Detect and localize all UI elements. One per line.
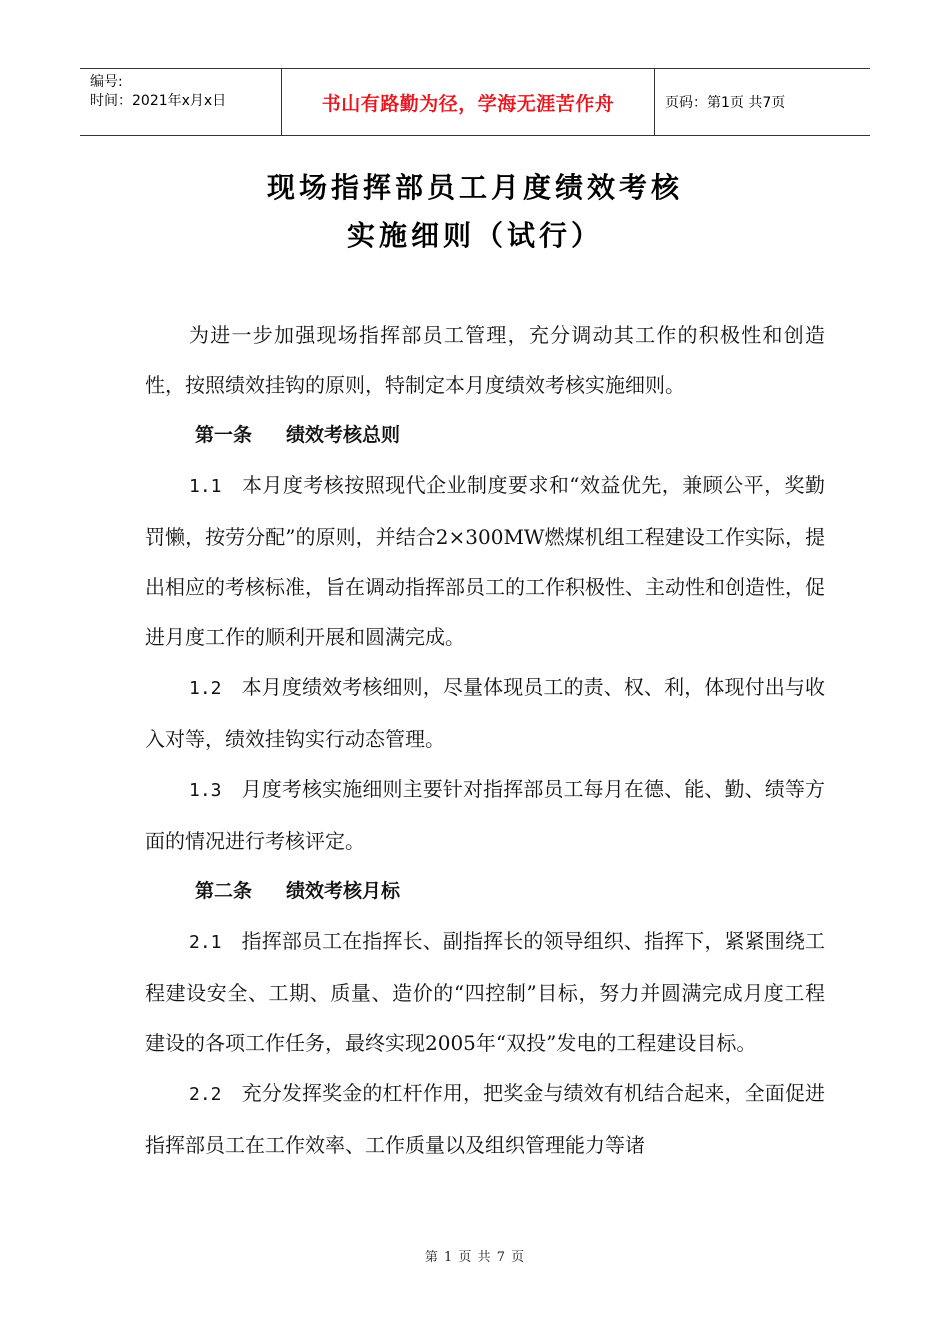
header-table [80,68,870,136]
clause-number: 1.1 [189,476,222,497]
clause-text: 月度考核实施细则主要针对指挥部员工每月在德、能、勤、绩等方面的情况进行考核评定。 [145,777,825,853]
serial-label: 编号: [90,74,123,90]
date-label: 时间：2021年x月x日 [90,93,227,109]
page-info: 页码：第1页 共7页 [665,95,786,111]
clause-number: 2.2 [189,1084,222,1105]
article-2-label: 第二条 [195,880,253,902]
article-1-label: 第一条 [195,424,253,446]
clause-text: 充分发挥奖金的杠杆作用，把奖金与绩效有机结合起来，全面促进指挥部员工在工作效率、工作质量以及组织管理能力等诸 [145,1081,825,1157]
article-2-heading [145,866,825,916]
clause-text: 本月度考核按照现代企业制度要求和“效益优先，兼顾公平，奖勤罚懒，按劳分配”的原则，并结合2×300MW燃煤机组工程建设工作实际，提出相应的考核标准，旨在调动指挥部员工的工作积极性、主动性和创造性，促进月度工作的顺利开展和圆满完成。 [145,473,825,649]
document-body [145,310,825,1170]
clause-2-2 [145,1068,825,1170]
clause-number: 1.2 [189,678,222,699]
intro-paragraph: 为进一步加强现场指挥部员工管理，充分调动其工作的积极性和创造性，按照绩效挂钩的原则，特制定本月度绩效考核实施细则。 [145,323,825,397]
article-2-title: 绩效考核月标 [286,880,401,902]
clause-1-1 [145,460,825,662]
page-footer: 第 1 页 共 7 页 [424,1250,526,1265]
clause-number: 1.3 [189,780,222,801]
clause-2-1 [145,916,825,1068]
header-page-cell [655,69,870,135]
header-motto-cell [282,69,655,135]
article-1-heading [145,410,825,460]
clause-text: 指挥部员工在指挥长、副指挥长的领导组织、指挥下，紧紧围绕工程建设安全、工期、质量、造价的“四控制”目标，努力并圆满完成月度工程建设的各项工作任务，最终实现2005年“双投”发电的工程建设目标。 [145,929,825,1055]
article-1-title: 绩效考核总则 [286,424,401,446]
clause-1-3 [145,764,825,866]
clause-text: 本月度绩效考核细则，尽量体现员工的责、权、利，体现付出与收入对等，绩效挂钩实行动态管理。 [145,675,825,751]
header-meta-cell [80,69,282,135]
clause-1-2 [145,662,825,764]
document-title-line2: 实施细则（试行） [346,219,603,252]
document-title-line1: 现场指挥部员工月度绩效考核 [266,171,683,204]
clause-number: 2.1 [189,932,222,953]
motto-text: 书山有路勤为径，学海无涯苦作舟 [321,92,615,115]
